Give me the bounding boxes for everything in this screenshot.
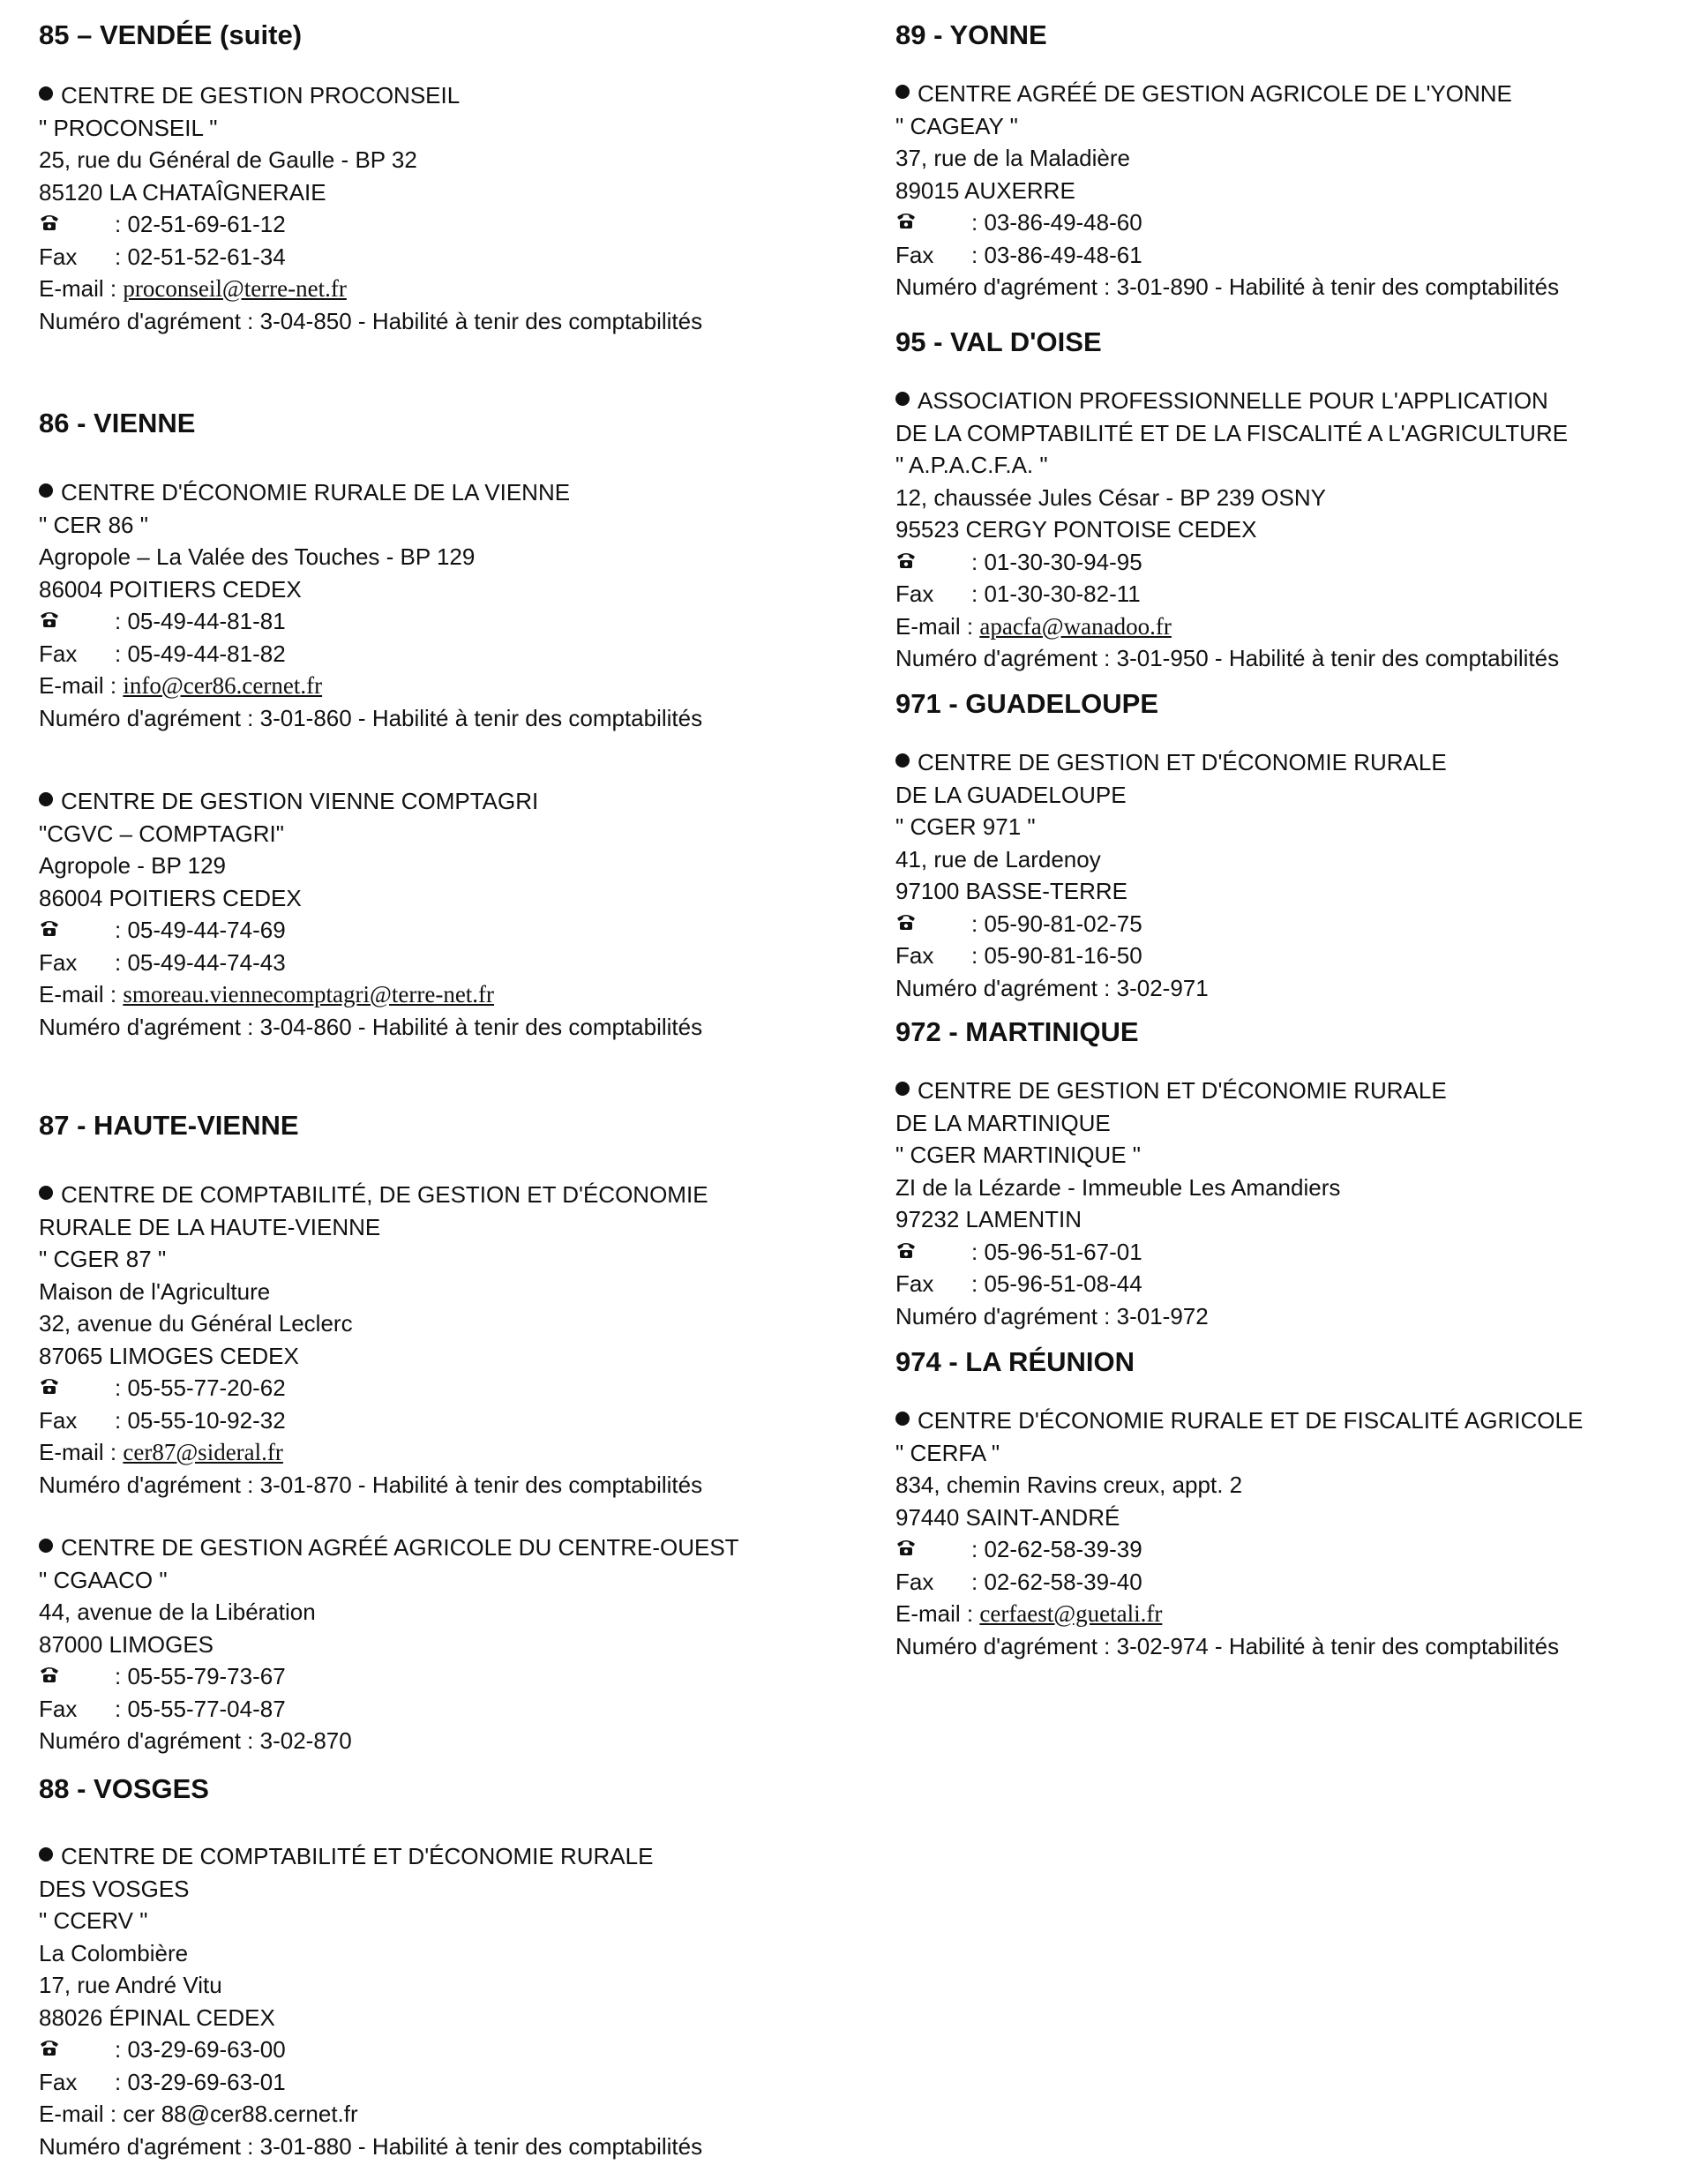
org-acronym: " PROCONSEIL "	[39, 114, 218, 141]
address-line: Agropole – La Valée des Touches - BP 129	[39, 543, 476, 570]
address-line: 97100 BASSE-TERRE	[895, 878, 1128, 904]
bullet-icon	[39, 483, 53, 498]
agrement-line: Numéro d'agrément : 3-01-880 - Habilité à tenir des comptabilités	[39, 2132, 703, 2160]
fax-line	[895, 578, 1568, 610]
telephone-icon	[39, 2033, 115, 2066]
address-line: 37, rue de la Maladière	[895, 145, 1130, 171]
org-acronym: " CCERV "	[39, 1907, 148, 1934]
email-line	[39, 1436, 708, 1469]
org-name-line	[39, 785, 702, 818]
email-label: E-mail :	[895, 1600, 974, 1627]
fax-line	[39, 1404, 708, 1437]
fax-label: Fax	[895, 580, 934, 607]
organization-entry	[39, 1840, 702, 2162]
org-name-text: CENTRE DE COMPTABILITÉ, DE GESTION ET D'ÉCONOMIE	[61, 1181, 708, 1208]
phone-number: : 01-30-30-94-95	[971, 548, 1142, 575]
agrement-line: Numéro d'agrément : 3-01-950 - Habilité à tenir des comptabilités	[895, 645, 1560, 671]
email-line	[39, 978, 702, 1011]
org-name-text: CENTRE DE GESTION PROCONSEIL	[61, 82, 461, 109]
agrement-line: Numéro d'agrément : 3-04-860 - Habilité à tenir des comptabilités	[39, 1013, 703, 1040]
org-name-line	[39, 1873, 702, 1906]
fax-number: : 02-62-58-39-40	[971, 1568, 1142, 1595]
phone-line	[895, 1236, 1447, 1269]
org-name-text: CENTRE D'ÉCONOMIE RURALE ET DE FISCALITÉ AGRICOLE	[918, 1407, 1584, 1434]
fax-number: : 05-90-81-16-50	[971, 942, 1142, 969]
fax-label: Fax	[39, 243, 78, 270]
org-name-line	[39, 1840, 702, 1873]
bullet-icon	[39, 792, 53, 806]
organization-entry	[39, 79, 702, 337]
organization-entry	[39, 1179, 708, 1501]
org-acronym: " CGER 87 "	[39, 1246, 167, 1272]
department-heading: 86 - VIENNE	[39, 408, 196, 438]
org-acronym: " CGER 971 "	[895, 813, 1036, 840]
address-line: Agropole - BP 129	[39, 852, 226, 879]
organization-entry	[39, 476, 702, 734]
org-name-line	[895, 1404, 1583, 1437]
phone-line	[39, 1372, 708, 1404]
fax-label: Fax	[39, 1406, 78, 1434]
address-line: 87000 LIMOGES	[39, 1630, 214, 1658]
address-line: 97440 SAINT-ANDRÉ	[895, 1503, 1120, 1531]
department-heading: 87 - HAUTE-VIENNE	[39, 1110, 299, 1141]
fax-label: Fax	[39, 640, 78, 667]
org-name-text: CENTRE AGRÉÉ DE GESTION AGRICOLE DE L'YONNE	[918, 80, 1512, 107]
agrement-line: Numéro d'agrément : 3-01-890 - Habilité à tenir des comptabilités	[895, 273, 1560, 300]
org-acronym: " CGAACO "	[39, 1566, 168, 1593]
phone-number: : 05-55-77-20-62	[115, 1374, 286, 1401]
telephone-icon	[895, 1533, 971, 1566]
fax-label: Fax	[895, 942, 934, 969]
fax-line	[895, 1566, 1583, 1599]
phone-line	[39, 605, 702, 638]
address-line: 32, avenue du Général Leclerc	[39, 1310, 353, 1337]
address-line: 87065 LIMOGES CEDEX	[39, 1342, 299, 1369]
fax-line	[895, 239, 1559, 272]
agrement-line: Numéro d'agrément : 3-02-870	[39, 1727, 352, 1754]
fax-number: : 05-55-10-92-32	[115, 1406, 286, 1434]
agrement-line: Numéro d'agrément : 3-02-974 - Habilité à tenir des comptabilités	[895, 1632, 1560, 1659]
org-name-line	[895, 779, 1447, 812]
org-name-text: ASSOCIATION PROFESSIONNELLE POUR L'APPLICATION	[918, 387, 1548, 414]
email-label: E-mail :	[39, 672, 117, 699]
org-acronym: " A.P.A.C.F.A. "	[895, 452, 1048, 478]
organization-entry	[895, 1075, 1447, 1332]
telephone-icon	[39, 605, 115, 638]
fax-label: Fax	[39, 948, 78, 976]
address-line: 97232 LAMENTIN	[895, 1206, 1082, 1232]
org-name-line	[895, 417, 1568, 450]
phone-number: : 03-86-49-48-60	[971, 209, 1142, 236]
phone-number: : 05-49-44-74-69	[115, 917, 286, 943]
email-link[interactable]: info@cer86.cernet.fr	[123, 672, 323, 699]
department-heading: 89 - YONNE	[895, 19, 1047, 50]
agrement-line: Numéro d'agrément : 3-01-860 - Habilité à tenir des comptabilités	[39, 704, 703, 731]
telephone-icon	[39, 1660, 115, 1693]
fax-label: Fax	[895, 1270, 934, 1297]
org-name-text: CENTRE DE GESTION ET D'ÉCONOMIE RURALE	[918, 1077, 1447, 1104]
org-name-line	[895, 385, 1568, 417]
org-name-line	[39, 1179, 708, 1211]
department-heading: 972 - MARTINIQUE	[895, 1016, 1139, 1047]
phone-line	[39, 1660, 739, 1693]
email-label: E-mail :	[39, 981, 117, 1007]
fax-number: : 02-51-52-61-34	[115, 243, 286, 270]
fax-line	[39, 947, 702, 979]
fax-number: : 05-49-44-81-82	[115, 640, 286, 667]
telephone-icon	[895, 546, 971, 579]
address-line: ZI de la Lézarde - Immeuble Les Amandiers	[895, 1173, 1341, 1201]
agrement-line: Numéro d'agrément : 3-02-971	[895, 974, 1209, 1001]
address-line: 12, chaussée Jules César - BP 239 OSNY	[895, 483, 1326, 511]
phone-line	[39, 2033, 702, 2066]
fax-line	[895, 940, 1447, 972]
address-line: 834, chemin Ravins creux, appt. 2	[895, 1472, 1243, 1498]
bullet-icon	[895, 392, 910, 406]
phone-number: : 05-49-44-81-81	[115, 608, 286, 634]
email-line	[895, 610, 1568, 643]
fax-label: Fax	[895, 241, 934, 268]
organization-entry	[39, 1532, 739, 1757]
department-heading: 974 - LA RÉUNION	[895, 1346, 1135, 1377]
organization-entry	[39, 785, 702, 1043]
org-name-text: CENTRE DE GESTION ET D'ÉCONOMIE RURALE	[918, 749, 1447, 775]
address-line: 25, rue du Général de Gaulle - BP 32	[39, 146, 417, 173]
phone-number: : 05-96-51-67-01	[971, 1238, 1142, 1265]
org-name-text: RURALE DE LA HAUTE-VIENNE	[39, 1213, 381, 1240]
phone-line	[895, 206, 1559, 239]
email-link: cer 88@cer88.cernet.fr	[123, 2101, 358, 2127]
bullet-icon	[39, 86, 53, 101]
org-name-text: CENTRE DE GESTION AGRÉÉ AGRICOLE DU CENTRE-OUEST	[61, 1534, 739, 1561]
telephone-icon	[39, 914, 115, 947]
phone-line	[39, 914, 702, 947]
org-name-line	[39, 1532, 739, 1564]
telephone-icon	[895, 206, 971, 239]
email-link[interactable]: cerfaest@guetali.fr	[979, 1600, 1163, 1627]
bullet-icon	[895, 1082, 910, 1096]
fax-label: Fax	[39, 1695, 78, 1722]
phone-line	[39, 208, 702, 241]
telephone-icon	[895, 1236, 971, 1269]
email-label: E-mail :	[39, 275, 117, 302]
address-line: 86004 POITIERS CEDEX	[39, 884, 302, 911]
phone-number: : 05-55-79-73-67	[115, 1663, 286, 1689]
phone-line	[895, 908, 1447, 940]
email-label: E-mail :	[39, 2101, 117, 2127]
org-name-text: DES VOSGES	[39, 1875, 190, 1902]
email-line	[39, 670, 702, 702]
email-label: E-mail :	[39, 1439, 117, 1465]
fax-line	[39, 241, 702, 273]
bullet-icon	[39, 1847, 53, 1861]
phone-line	[895, 1533, 1583, 1566]
fax-line	[39, 2066, 702, 2099]
address-line: 17, rue André Vitu	[39, 1972, 222, 1998]
telephone-icon	[39, 1372, 115, 1404]
email-line	[39, 2098, 702, 2131]
agrement-line: Numéro d'agrément : 3-04-850 - Habilité à tenir des comptabilités	[39, 307, 703, 334]
org-name-text: CENTRE DE GESTION VIENNE COMPTAGRI	[61, 788, 539, 814]
phone-line	[895, 546, 1568, 579]
org-acronym: " CAGEAY "	[895, 112, 1018, 139]
fax-number: : 05-96-51-08-44	[971, 1270, 1142, 1297]
org-name-line	[39, 1211, 708, 1244]
address-line: La Colombière	[39, 1939, 189, 1966]
organization-entry	[895, 385, 1568, 675]
address-line: 88026 ÉPINAL CEDEX	[39, 2003, 275, 2031]
agrement-line: Numéro d'agrément : 3-01-870 - Habilité à tenir des comptabilités	[39, 1471, 703, 1498]
telephone-icon	[895, 908, 971, 940]
org-name-text: CENTRE D'ÉCONOMIE RURALE DE LA VIENNE	[61, 479, 571, 506]
fax-line	[39, 638, 702, 670]
address-line: 44, avenue de la Libération	[39, 1599, 316, 1625]
department-heading: 971 - GUADELOUPE	[895, 688, 1159, 719]
address-line: 89015 AUXERRE	[895, 176, 1075, 204]
org-name-text: DE LA MARTINIQUE	[895, 1109, 1111, 1136]
email-line	[39, 273, 702, 305]
address-line: Maison de l'Agriculture	[39, 1277, 271, 1305]
email-link[interactable]: proconseil@terre-net.fr	[123, 275, 347, 302]
department-heading: 88 - VOSGES	[39, 1773, 209, 1804]
organization-entry	[895, 1404, 1583, 1662]
fax-number: : 03-29-69-63-01	[115, 2068, 286, 2095]
phone-number: : 02-51-69-61-12	[115, 211, 286, 237]
fax-line	[39, 1693, 739, 1726]
organization-entry	[895, 78, 1559, 303]
email-label: E-mail :	[895, 612, 974, 640]
address-line: 95523 CERGY PONTOISE CEDEX	[895, 516, 1257, 543]
org-acronym: " CGER MARTINIQUE "	[895, 1142, 1142, 1168]
fax-line	[895, 1268, 1447, 1300]
org-name-text: DE LA COMPTABILITÉ ET DE LA FISCALITÉ A L'AGRICULTURE	[895, 419, 1569, 446]
agrement-line: Numéro d'agrément : 3-01-972	[895, 1302, 1209, 1329]
org-acronym: " CER 86 "	[39, 511, 148, 538]
fax-number: : 03-86-49-48-61	[971, 241, 1142, 268]
org-name-line	[39, 476, 702, 509]
bullet-icon	[895, 85, 910, 99]
organization-entry	[895, 746, 1447, 1004]
org-name-line	[895, 78, 1559, 110]
email-link[interactable]: cer87@sideral.fr	[123, 1439, 283, 1465]
org-name-line	[39, 79, 702, 112]
bullet-icon	[39, 1186, 53, 1200]
department-heading: 85 – VENDÉE (suite)	[39, 19, 303, 50]
org-name-line	[895, 1075, 1447, 1107]
address-line: 41, rue de Lardenoy	[895, 845, 1101, 873]
bullet-icon	[895, 753, 910, 768]
org-name-line	[895, 1107, 1447, 1140]
phone-number: : 02-62-58-39-39	[971, 1536, 1142, 1562]
fax-number: : 05-49-44-74-43	[115, 948, 286, 976]
org-name-text: DE LA GUADELOUPE	[895, 781, 1127, 808]
address-line: 86004 POITIERS CEDEX	[39, 575, 302, 603]
fax-number: : 05-55-77-04-87	[115, 1695, 286, 1722]
email-link[interactable]: smoreau.viennecomptagri@terre-net.fr	[123, 981, 495, 1007]
bullet-icon	[895, 1412, 910, 1426]
department-heading: 95 - VAL D'OISE	[895, 326, 1102, 357]
phone-number: : 03-29-69-63-00	[115, 2036, 286, 2063]
email-link[interactable]: apacfa@wanadoo.fr	[979, 612, 1172, 640]
phone-number: : 05-90-81-02-75	[971, 910, 1142, 937]
org-acronym: " CERFA "	[895, 1439, 1000, 1466]
bullet-icon	[39, 1539, 53, 1553]
org-acronym: "CGVC – COMPTAGRI"	[39, 820, 285, 847]
fax-number: : 01-30-30-82-11	[971, 580, 1141, 607]
fax-label: Fax	[39, 2068, 78, 2095]
address-line: 85120 LA CHATAÎGNERAIE	[39, 178, 326, 206]
org-name-line	[895, 746, 1447, 779]
org-name-text: CENTRE DE COMPTABILITÉ ET D'ÉCONOMIE RURALE	[61, 1843, 654, 1869]
fax-label: Fax	[895, 1568, 934, 1595]
email-line	[895, 1598, 1583, 1630]
telephone-icon	[39, 208, 115, 241]
